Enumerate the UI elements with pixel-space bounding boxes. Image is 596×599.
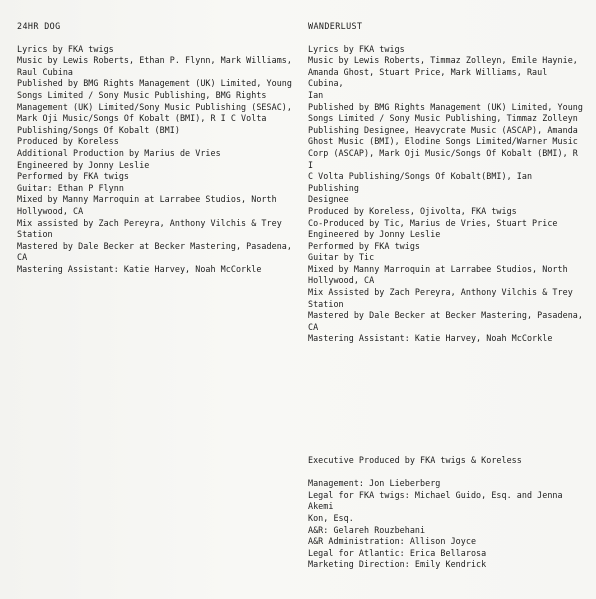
credit-line: C Volta Publishing/Songs Of Kobalt(BMI), Ian Publishing	[308, 171, 533, 193]
credit-line: Mastered by Dale Becker at Becker Mastering, Pasadena,	[308, 310, 583, 321]
credit-line: Mastering Assistant: Katie Harvey, Noah McCorkle	[17, 263, 262, 274]
credit-line: Lyrics by FKA twigs	[17, 43, 114, 54]
credit-line: Mixed by Manny Marroquin at Larrabee Studios, North	[308, 263, 568, 274]
credits-list-24hr-dog	[17, 44, 297, 276]
credit-line: Station	[17, 229, 53, 240]
credit-line: Amanda Ghost, Stuart Price, Mark Williams, Raul Cubina,	[308, 66, 548, 89]
credit-line: Ghost Music (BMI), Elodine Songs Limited/Warner Music	[308, 136, 578, 147]
credit-line: Designee	[308, 194, 349, 205]
credit-line: Produced by Koreless, Ojivolta, FKA twigs	[308, 205, 517, 216]
credit-line: Guitar by Tic	[308, 252, 375, 263]
credit-line: Publishing/Songs Of Kobalt (BMI)	[17, 124, 180, 135]
credit-line: Mastered by Dale Becker at Becker Mastering, Pasadena,	[17, 240, 292, 251]
credit-line: Hollywood, CA	[17, 205, 84, 216]
credit-line: Produced by Koreless	[17, 136, 119, 147]
credit-line: Music by Lewis Roberts, Ethan P. Flynn, Mark Williams,	[17, 55, 292, 66]
credit-line: Performed by FKA twigs	[17, 171, 130, 182]
credit-line: CA	[308, 321, 319, 332]
credit-line: Songs Limited / Sony Music Publishing, Timmaz Zolleyn	[308, 113, 578, 124]
credit-line: Engineered by Jonny Leslie	[308, 229, 441, 240]
credit-line: Lyrics by FKA twigs	[308, 43, 405, 54]
spacer	[308, 467, 583, 479]
credit-line: Additional Production by Marius de Vries	[17, 147, 221, 158]
credit-line: CA	[17, 252, 28, 263]
credits-column-24hr-dog	[17, 21, 297, 275]
album-credit-line: Legal for Atlantic: Erica Bellarosa	[308, 547, 487, 558]
executive-producer-line: Executive Produced by FKA twigs & Koreless	[308, 455, 522, 465]
credit-line: Published by BMG Rights Management (UK) Limited, Young	[17, 78, 292, 89]
credit-line: Co-Produced by Tic, Marius de Vries, Stuart Price	[308, 217, 558, 228]
credit-line: Mastering Assistant: Katie Harvey, Noah McCorkle	[308, 333, 553, 344]
credit-line: Engineered by Jonny Leslie	[17, 159, 150, 170]
album-credit-line: Kon, Esq.	[308, 512, 354, 523]
credit-line: Hollywood, CA	[308, 275, 375, 286]
credit-line: Mixed by Manny Marroquin at Larrabee Studios, North	[17, 194, 277, 205]
credit-line: Station	[308, 298, 344, 309]
album-credit-line: A&R: Gelareh Rouzbehani	[308, 524, 426, 535]
credit-line: Raul Cubina	[17, 66, 74, 77]
credit-line: Published by BMG Rights Management (UK) Limited, Young	[308, 101, 583, 112]
credits-column-wanderlust	[308, 21, 583, 345]
album-credit-line: Marketing Direction: Emily Kendrick	[308, 559, 487, 570]
album-credit-line: Legal for FKA twigs: Michael Guido, Esq. and Jenna Akemi	[308, 489, 563, 512]
album-credits	[308, 455, 583, 571]
song-title-wanderlust: WANDERLUST	[308, 21, 363, 31]
credit-line: Mix Assisted by Zach Pereyra, Anthony Vilchis & Trey	[308, 287, 573, 298]
credit-line: Ian	[308, 89, 324, 100]
credit-line: Performed by FKA twigs	[308, 240, 421, 251]
credit-line: Music by Lewis Roberts, Timmaz Zolleyn, Emile Haynie,	[308, 55, 578, 66]
show-through-texture	[30, 300, 290, 420]
credit-line: Publishing Designee, Heavycrate Music (ASCAP), Amanda	[308, 124, 578, 135]
credit-line: Management (UK) Limited/Sony Music Publishing (SESAC),	[17, 101, 292, 112]
credits-list-wanderlust	[308, 44, 583, 345]
album-credit-line: Management: Jon Lieberberg	[308, 478, 441, 489]
credit-line: Corp (ASCAP), Mark Oji Music/Songs Of Kobalt (BMI), R I	[308, 147, 578, 170]
credit-line: Songs Limited / Sony Music Publishing, BMG Rights	[17, 89, 267, 100]
album-credit-line: A&R Administration: Allison Joyce	[308, 536, 477, 547]
credit-line: Guitar: Ethan P Flynn	[17, 182, 124, 193]
credit-line: Mix assisted by Zach Pereyra, Anthony Vilchis & Trey	[17, 217, 282, 228]
credit-line: Mark Oji Music/Songs Of Kobalt (BMI), R I C Volta	[17, 113, 267, 124]
song-title-24hr-dog: 24HR DOG	[17, 21, 61, 31]
